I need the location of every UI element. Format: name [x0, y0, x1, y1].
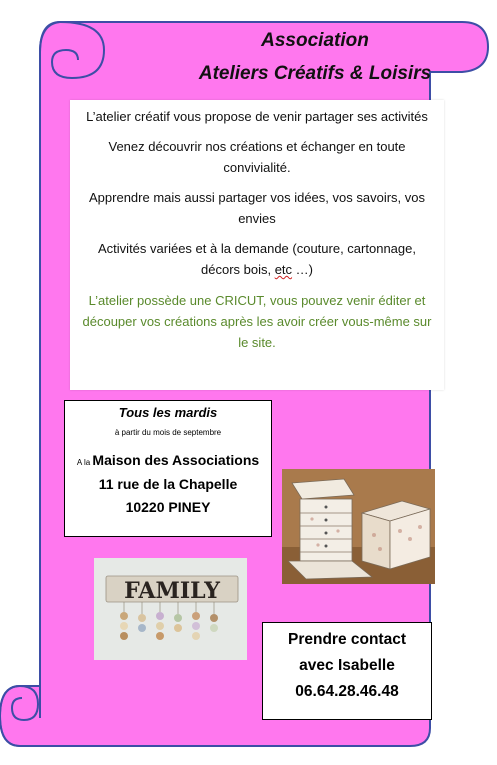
storage-boxes-photo: [282, 469, 435, 584]
intro-paragraph-4-end: …): [292, 262, 313, 277]
intro-box: [70, 100, 444, 390]
association-name: Ateliers Créatifs & Loisirs: [198, 63, 432, 84]
intro-paragraph-cricut: L’atelier possède une CRICUT, vous pouvez venir éditer et découper vos créations après les avoir créer vous-même sur le site.: [82, 293, 432, 350]
venue-street: 11 rue de la Chapelle: [98, 476, 238, 492]
venue-name: [65, 452, 271, 468]
intro-paragraph-4-text: Activités variées et à la demande (couture, cartonnage, décors bois,: [98, 241, 416, 277]
schedule-start: à partir du mois de septembre: [114, 428, 222, 437]
intro-paragraph-1: L’atelier créatif vous propose de venir partager ses activités: [86, 109, 428, 124]
family-board-word: FAMILY: [124, 578, 220, 604]
contact-box: [262, 622, 432, 720]
intro-paragraph-4: [78, 238, 436, 280]
venue-label: Maison des Associations: [92, 452, 260, 468]
contact-phone: 06.64.28.46.48: [295, 683, 399, 700]
venue-city: 10220 PINEY: [125, 499, 211, 515]
contact-line-2: avec Isabelle: [299, 657, 395, 674]
schedule-box: [64, 400, 272, 537]
contact-line-1: Prendre contact: [287, 631, 406, 648]
intro-paragraph-2: Venez découvrir nos créations et échanger en toute convivialité.: [108, 139, 406, 175]
schedule-day: Tous les mardis: [118, 405, 218, 420]
etc-word: etc: [274, 262, 293, 277]
association-title: Association: [261, 30, 369, 51]
venue-prefix: A la: [76, 458, 93, 467]
family-board-photo: [94, 558, 247, 660]
intro-paragraph-3: Apprendre mais aussi partager vos idées, vos savoirs, vos envies: [89, 190, 425, 226]
